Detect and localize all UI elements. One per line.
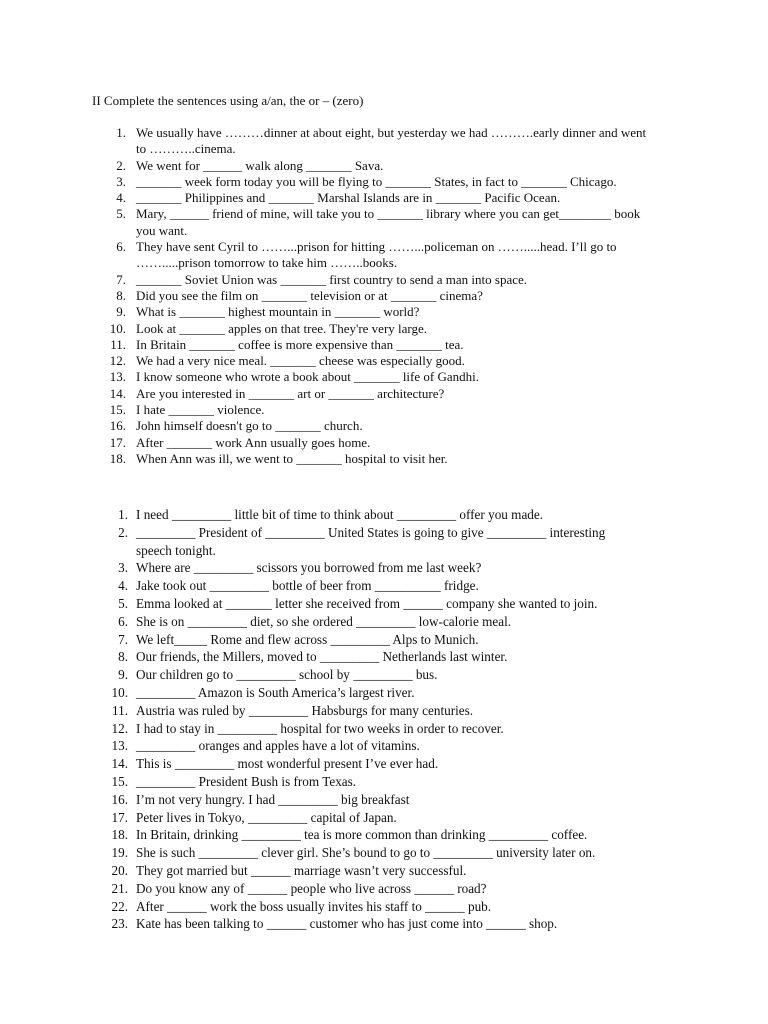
item-number: 3. <box>116 173 126 189</box>
item-number: 13. <box>109 369 126 385</box>
item-number: 2. <box>116 157 126 173</box>
exercise1-item <box>0 353 768 369</box>
item-text <box>136 648 768 666</box>
item-text <box>136 862 768 880</box>
exercise1-item <box>0 386 768 402</box>
item-text-line: you want. <box>136 222 188 238</box>
exercise1-item <box>0 125 768 158</box>
item-text <box>136 321 768 337</box>
item-number: 14. <box>111 756 128 772</box>
item-text-line: They have sent Cyril to ……...prison for hitting ……...policeman on …….....head. I’ll go to <box>136 239 617 255</box>
exercise1-item <box>0 435 768 451</box>
exercise2-item <box>0 826 768 844</box>
exercise2-item <box>0 702 768 720</box>
item-text <box>136 684 768 702</box>
exercise2-item <box>0 595 768 613</box>
item-text-line: _________ Amazon is South America’s largest river. <box>136 684 415 700</box>
exercise1-item <box>0 158 768 174</box>
exercise2-item <box>0 524 768 560</box>
item-text <box>136 791 768 809</box>
exercise2-item <box>0 648 768 666</box>
item-text <box>136 418 768 434</box>
exercise1-item <box>0 288 768 304</box>
item-number: 2. <box>118 524 128 540</box>
item-text <box>136 125 768 158</box>
exercise-heading: II Complete the sentences using a/an, the or – (zero) <box>92 93 364 108</box>
item-number: 14. <box>109 385 126 401</box>
item-number: 9. <box>116 304 126 320</box>
item-text <box>136 369 768 385</box>
item-text-line: Look at _______ apples on that tree. They're very large. <box>136 320 428 336</box>
item-number: 22. <box>111 898 128 914</box>
exercise2-item <box>0 898 768 916</box>
item-number: 5. <box>116 206 126 222</box>
exercise2-item <box>0 809 768 827</box>
item-text <box>136 666 768 684</box>
item-text-line: We went for ______ walk along _______ Sava. <box>136 157 384 173</box>
item-text <box>136 844 768 862</box>
item-text <box>136 435 768 451</box>
item-number: 1. <box>118 507 128 522</box>
item-text <box>136 288 768 304</box>
item-number: 6. <box>118 613 128 629</box>
item-number: 19. <box>111 845 128 861</box>
item-text <box>136 809 768 827</box>
item-number: 18. <box>109 450 126 466</box>
item-text <box>136 239 768 272</box>
item-text-line: I hate _______ violence. <box>136 402 265 418</box>
item-text <box>136 524 768 560</box>
item-text-line: After _______ work Ann usually goes home. <box>136 434 371 450</box>
item-number: 10. <box>109 320 126 336</box>
item-text-line: After ______ work the boss usually invites his staff to ______ pub. <box>136 898 492 914</box>
item-text-line: _________ President Bush is from Texas. <box>136 773 357 789</box>
item-text-line: _________ oranges and apples have a lot of vitamins. <box>136 738 420 754</box>
item-text <box>136 304 768 320</box>
item-text <box>136 206 768 239</box>
item-number: 16. <box>111 791 128 807</box>
item-text-line: _______ week form today you will be flying to _______ States, in fact to _______ Chicago. <box>136 173 617 189</box>
item-text-line: to ………..cinema. <box>136 141 236 157</box>
item-text-line: _______ Philippines and _______ Marshal Islands are in _______ Pacific Ocean. <box>136 190 561 206</box>
item-text <box>136 755 768 773</box>
exercise1-item <box>0 174 768 190</box>
item-number: 8. <box>116 287 126 303</box>
exercise2-item <box>0 880 768 898</box>
exercise2-item <box>0 506 768 524</box>
item-number: 12. <box>109 353 126 369</box>
item-text-line: _______ Soviet Union was _______ first country to send a man into space. <box>136 271 528 287</box>
exercise2-item <box>0 737 768 755</box>
item-number: 4. <box>116 190 126 206</box>
item-text <box>136 898 768 916</box>
item-text-line: We had a very nice meal. _______ cheese was especially good. <box>136 353 465 369</box>
item-text <box>136 386 768 402</box>
item-number: 15. <box>111 773 128 789</box>
item-number: 17. <box>111 809 128 825</box>
item-text-line: Peter lives in Tokyo, _________ capital of Japan. <box>136 809 397 825</box>
item-text <box>136 337 768 353</box>
item-number: 1. <box>116 125 126 140</box>
item-number: 6. <box>116 239 126 255</box>
exercise2-item <box>0 720 768 738</box>
item-text <box>136 826 768 844</box>
exercise2-item <box>0 862 768 880</box>
exercise2-item <box>0 844 768 862</box>
item-number: 17. <box>109 434 126 450</box>
item-text-line: Mary, ______ friend of mine, will take you to _______ library where you can get________ book <box>136 206 641 222</box>
item-text <box>136 272 768 288</box>
item-text-line: Are you interested in _______ art or _______ architecture? <box>136 385 445 401</box>
item-number: 11. <box>110 336 126 352</box>
item-text-line: When Ann was ill, we went to _______ hospital to visit her. <box>136 450 448 466</box>
item-text-line: I’m not very hungry. I had _________ big breakfast <box>136 791 410 807</box>
item-text-line: What is _______ highest mountain in _______ world? <box>136 304 420 320</box>
item-text-line: _________ President of _________ United States is going to give _________ interesting <box>136 524 606 540</box>
item-text <box>136 737 768 755</box>
item-text <box>136 174 768 190</box>
item-text <box>136 702 768 720</box>
item-text-line: This is _________ most wonderful present I’ve ever had. <box>136 756 439 772</box>
exercise1-item <box>0 304 768 320</box>
item-text <box>136 880 768 898</box>
exercise2-item <box>0 577 768 595</box>
item-text-line: Where are _________ scissors you borrowed from me last week? <box>136 560 482 576</box>
item-number: 4. <box>118 578 128 594</box>
item-text-line: We left_____ Rome and flew across _________ Alps to Munich. <box>136 631 479 647</box>
exercise1-item <box>0 206 768 239</box>
item-text-line: Jake took out _________ bottle of beer from __________ fridge. <box>136 578 479 594</box>
item-text-line: Our friends, the Millers, moved to _________ Netherlands last winter. <box>136 649 508 665</box>
item-number: 16. <box>109 418 126 434</box>
item-text-line: We usually have ………dinner at about eight, but yesterday we had ……….early dinner and went <box>136 125 647 140</box>
item-text <box>136 915 768 933</box>
item-text-line: In Britain, drinking _________ tea is more common than drinking _________ coffee. <box>136 827 588 843</box>
item-text-line: I had to stay in _________ hospital for two weeks in order to recover. <box>136 720 504 736</box>
exercise2-item <box>0 631 768 649</box>
item-text-line: Do you know any of ______ people who live across ______ road? <box>136 880 487 896</box>
item-text-line: She is such _________ clever girl. She’s bound to go to _________ university later on. <box>136 845 596 861</box>
exercise1-item <box>0 272 768 288</box>
item-text-line: They got married but ______ marriage wasn’t very successful. <box>136 862 467 878</box>
exercise2-item <box>0 559 768 577</box>
item-number: 5. <box>118 595 128 611</box>
exercise1-item <box>0 451 768 467</box>
item-number: 3. <box>118 560 128 576</box>
item-number: 15. <box>109 402 126 418</box>
item-number: 23. <box>111 916 128 932</box>
item-number: 20. <box>111 862 128 878</box>
exercise1-item <box>0 418 768 434</box>
item-text <box>136 451 768 467</box>
item-text <box>136 190 768 206</box>
item-text <box>136 402 768 418</box>
item-number: 13. <box>111 738 128 754</box>
exercise1-item <box>0 402 768 418</box>
item-text <box>136 353 768 369</box>
item-text-line: I know someone who wrote a book about _______ life of Gandhi. <box>136 369 479 385</box>
item-number: 9. <box>118 667 128 683</box>
exercise2-item <box>0 613 768 631</box>
exercise2-item <box>0 666 768 684</box>
item-number: 8. <box>118 649 128 665</box>
exercise1-item <box>0 337 768 353</box>
item-text-line: John himself doesn't go to _______ church. <box>136 418 363 434</box>
exercise-list-1 <box>0 125 768 467</box>
exercise1-item <box>0 321 768 337</box>
item-number: 7. <box>118 631 128 647</box>
item-text <box>136 158 768 174</box>
exercise2-item <box>0 773 768 791</box>
item-number: 21. <box>111 880 128 896</box>
item-text-line: Did you see the film on _______ television or at _______ cinema? <box>136 287 483 303</box>
item-text <box>136 506 768 524</box>
item-text-line: Kate has been talking to ______ customer who has just come into ______ shop. <box>136 916 558 932</box>
item-text <box>136 577 768 595</box>
item-text <box>136 595 768 613</box>
item-text <box>136 559 768 577</box>
exercise2-item <box>0 915 768 933</box>
item-text-line: In Britain _______ coffee is more expensive than _______ tea. <box>136 336 464 352</box>
item-text <box>136 720 768 738</box>
exercise-list-2 <box>0 506 768 933</box>
item-text <box>136 613 768 631</box>
exercise2-item <box>0 684 768 702</box>
exercise1-item <box>0 369 768 385</box>
item-text-line: I need _________ little bit of time to think about _________ offer you made. <box>136 507 544 522</box>
item-number: 10. <box>111 684 128 700</box>
exercise1-item <box>0 239 768 272</box>
item-number: 12. <box>111 720 128 736</box>
item-text <box>136 631 768 649</box>
item-text <box>136 773 768 791</box>
item-text-line: She is on _________ diet, so she ordered _________ low-calorie meal. <box>136 613 512 629</box>
item-text-line: Our children go to _________ school by _________ bus. <box>136 667 438 683</box>
exercise2-item <box>0 791 768 809</box>
item-number: 18. <box>111 827 128 843</box>
item-text-line: …….....prison tomorrow to take him ……..books. <box>136 255 398 271</box>
item-number: 7. <box>116 271 126 287</box>
exercise2-item <box>0 755 768 773</box>
item-text-line: Austria was ruled by _________ Habsburgs for many centuries. <box>136 702 474 718</box>
item-text-line: Emma looked at _______ letter she received from ______ company she wanted to join. <box>136 595 598 611</box>
item-number: 11. <box>112 702 128 718</box>
exercise1-item <box>0 190 768 206</box>
item-text-line: speech tonight. <box>136 542 216 558</box>
